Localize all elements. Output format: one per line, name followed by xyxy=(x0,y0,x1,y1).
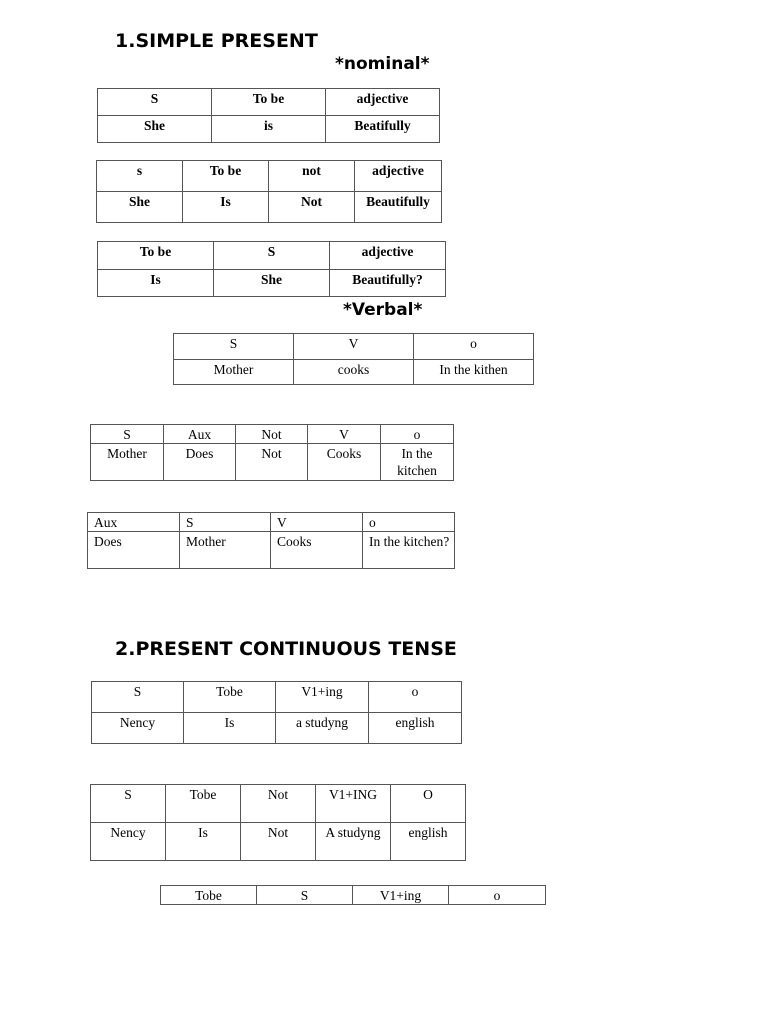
table-cell: o xyxy=(369,682,462,713)
table-cell: S xyxy=(174,334,294,360)
continuous-positive-table xyxy=(91,681,462,744)
table-cell: Beatifully xyxy=(326,116,440,143)
table-cell: s xyxy=(97,161,183,192)
table-cell: o xyxy=(381,425,454,444)
table-cell: Aux xyxy=(88,513,180,532)
table-cell: S xyxy=(98,89,212,116)
table-row xyxy=(92,682,462,713)
table-cell: Nency xyxy=(92,713,184,744)
table-cell: Mother xyxy=(180,532,271,569)
table-cell: Cooks xyxy=(308,444,381,481)
table-cell: Not xyxy=(236,444,308,481)
table-cell: S xyxy=(92,682,184,713)
section1-heading: 1.SIMPLE PRESENT xyxy=(115,30,318,52)
table-cell: a studyng xyxy=(276,713,369,744)
table-cell: V xyxy=(271,513,363,532)
table-row xyxy=(97,161,442,192)
table-cell: Beautifully? xyxy=(330,270,446,297)
table-cell: Mother xyxy=(174,360,294,385)
table-cell: adjective xyxy=(330,242,446,270)
verbal-positive-table xyxy=(173,333,534,385)
verbal-label: *Verbal* xyxy=(343,300,423,320)
table-cell: In the kitchen xyxy=(381,444,454,481)
table-cell: S xyxy=(91,425,164,444)
table-cell: cooks xyxy=(294,360,414,385)
table-row xyxy=(91,444,454,481)
table-row xyxy=(97,192,442,223)
section2-heading: 2.PRESENT CONTINUOUS TENSE xyxy=(115,638,457,660)
table-cell: She xyxy=(97,192,183,223)
verbal-question-table xyxy=(87,512,455,569)
table-cell: O xyxy=(391,785,466,823)
table-cell: V xyxy=(308,425,381,444)
table-cell: V xyxy=(294,334,414,360)
table-cell: adjective xyxy=(355,161,442,192)
table-cell: o xyxy=(363,513,455,532)
table-cell: Is xyxy=(183,192,269,223)
table-cell: A studyng xyxy=(316,823,391,861)
verbal-negative-table xyxy=(90,424,454,481)
table-cell: Tobe xyxy=(184,682,276,713)
nominal-negative-table xyxy=(96,160,442,223)
table-cell: not xyxy=(269,161,355,192)
table-cell: Tobe xyxy=(161,886,257,905)
continuous-question-table xyxy=(160,885,546,905)
table-cell: She xyxy=(98,116,212,143)
table-row xyxy=(174,334,534,360)
table-row xyxy=(98,116,440,143)
table-row xyxy=(88,513,455,532)
table-row xyxy=(88,532,455,569)
table-cell: Beautifully xyxy=(355,192,442,223)
table-row xyxy=(161,886,546,905)
table-cell: Mother xyxy=(91,444,164,481)
table-cell: V1+ing xyxy=(353,886,449,905)
continuous-negative-table xyxy=(90,784,466,861)
table-cell: V1+ING xyxy=(316,785,391,823)
table-cell: Aux xyxy=(164,425,236,444)
table-cell: is xyxy=(212,116,326,143)
table-row xyxy=(91,425,454,444)
table-cell: Is xyxy=(166,823,241,861)
table-cell: english xyxy=(391,823,466,861)
table-row xyxy=(98,270,446,297)
table-cell: Is xyxy=(184,713,276,744)
table-cell: Does xyxy=(88,532,180,569)
nominal-positive-table xyxy=(97,88,440,143)
table-cell: adjective xyxy=(326,89,440,116)
table-cell: Not xyxy=(236,425,308,444)
nominal-question-table xyxy=(97,241,446,297)
table-cell: Tobe xyxy=(166,785,241,823)
table-cell: To be xyxy=(183,161,269,192)
table-cell: Nency xyxy=(91,823,166,861)
table-cell: o xyxy=(414,334,534,360)
table-row xyxy=(174,360,534,385)
table-cell: She xyxy=(214,270,330,297)
table-cell: V1+ing xyxy=(276,682,369,713)
table-cell: Cooks xyxy=(271,532,363,569)
nominal-label: *nominal* xyxy=(335,54,430,74)
table-cell: Not xyxy=(241,823,316,861)
table-row xyxy=(92,713,462,744)
table-row xyxy=(91,823,466,861)
table-row xyxy=(98,89,440,116)
table-row xyxy=(98,242,446,270)
table-cell: To be xyxy=(98,242,214,270)
table-cell: In the kithen xyxy=(414,360,534,385)
table-cell: Is xyxy=(98,270,214,297)
table-cell: o xyxy=(449,886,546,905)
table-cell: Not xyxy=(269,192,355,223)
table-row xyxy=(91,785,466,823)
table-cell: S xyxy=(257,886,353,905)
table-cell: To be xyxy=(212,89,326,116)
table-cell: In the kitchen? xyxy=(363,532,455,569)
table-cell: S xyxy=(214,242,330,270)
table-cell: english xyxy=(369,713,462,744)
table-cell: Does xyxy=(164,444,236,481)
table-cell: S xyxy=(180,513,271,532)
table-cell: S xyxy=(91,785,166,823)
table-cell: Not xyxy=(241,785,316,823)
